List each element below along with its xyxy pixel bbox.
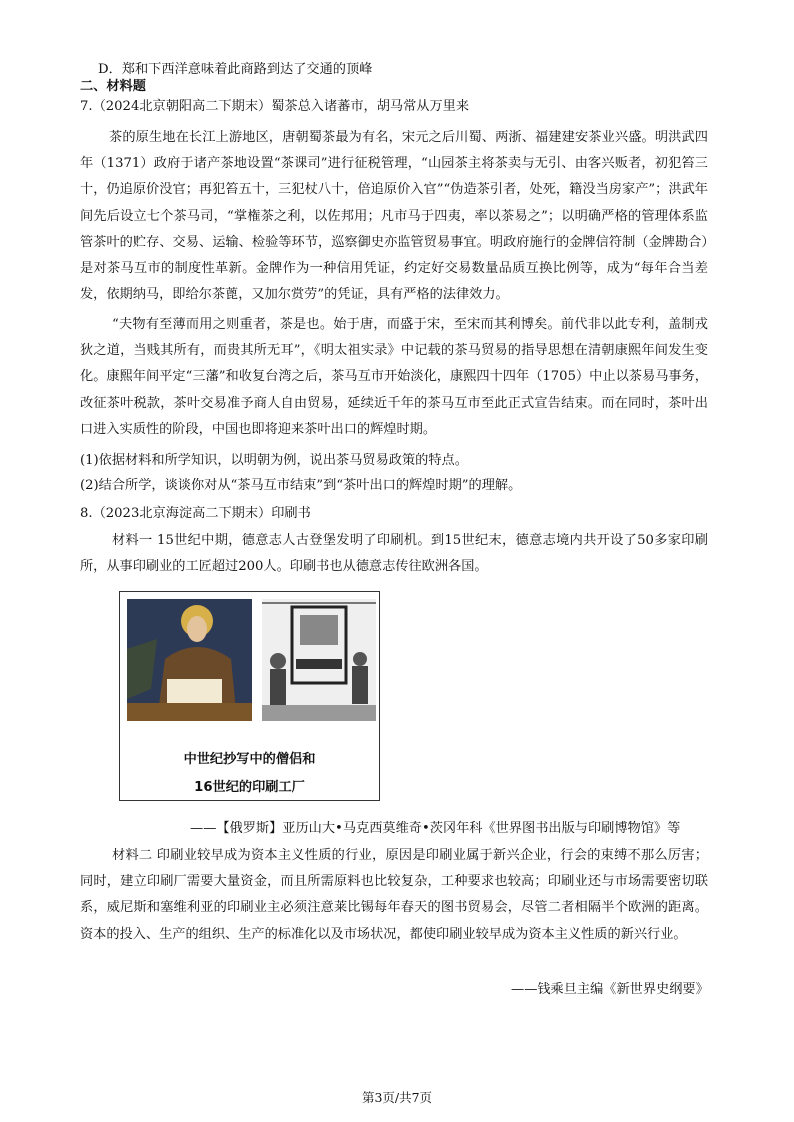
question-8-title: 8.（2023北京海淀高二下期末）印刷书 (80, 506, 311, 521)
question-7-paragraph-2: “夫物有至薄而用之则重者，茶是也。始于唐，而盛于宋，至宋而其利博矣。前代非以此专利，盖制戎狄之道，当贱其所有，而贵其所无耳”，《明太祖实录》中记载的茶马贸易的指导思想在清朝康熙年间发生变化。康熙年间平定“三藩”和收复台湾之后，茶马互市开始淡化，康熙四十四年（1705）中止以茶易马事务，改征茶叶税款，茶叶交易准予商人自由贸易，延续近千年的茶马互市至此正式宣告结束。而在同时，茶叶出口进入实质性的阶段，中国也即将迎来茶叶出口的辉煌时期。 (80, 317, 708, 437)
question-7-title: 7.（2024北京朝阳高二下期末）蜀茶总入诸蕃市，胡马常从万里来 (80, 99, 470, 114)
printing-workshop-image (262, 599, 376, 721)
option-d: D．郑和下西洋意味着此商路到达了交通的顶峰 (98, 62, 373, 77)
question-7-subquestion-2: (2)结合所学，谈谈你对从“茶马互市结束”到“茶叶出口的辉煌时期”的理解。 (80, 478, 522, 493)
question-7-subquestion-1: (1)依据材料和所学知识，以明朝为例，说出茶马贸易政策的特点。 (80, 453, 468, 468)
question-8-material-2: 材料二 印刷业较早成为资本主义性质的行业，原因是印刷业属于新兴企业，行会的束缚不那么厉害；同时，建立印刷厂需要大量资金，而且所需原料也比较复杂，工种要求也较高；印刷业还与市场需要密切联系，威尼斯和塞维利亚的印刷业主必须注意莱比锡每年春天的图书贸易会，尽管二者相隔半个欧洲的距离。资本的投入、生产的组织、生产的标准化以及市场状况，都使印刷业较早成为资本主义性质的新兴行业。 (80, 848, 708, 942)
material-2-source: ——钱乘旦主编《新世界史纲要》 (511, 982, 709, 997)
figure-caption-line-1: 中世纪抄写中的僧侣和 (183, 752, 316, 767)
section-title: 二、材料题 (80, 79, 146, 94)
page-number: 第3页/共7页 (361, 1090, 433, 1105)
figure-monk-and-print-shop (119, 591, 380, 801)
figure-caption-line-2: 16世纪的印刷工厂 (194, 780, 305, 795)
question-8-material-1: 材料一 15世纪中期，德意志人古登堡发明了印刷机。到15世纪末，德意志境内共开设了50多家印刷所，从事印刷业的工匠超过200人。印刷书也从德意志传往欧洲各国。 (80, 533, 708, 575)
question-7-paragraph-1: 茶的原生地在长江上游地区，唐朝蜀茶最为有名，宋元之后川蜀、两浙、福建建安茶业兴盛。明洪武四年（1371）政府于诸产茶地设置“茶课司”进行征税管理，“山园茶主将茶卖与无引、由客兴贩者，初犯笞三十，仍追原价没官；再犯笞五十，三犯杖八十，倍追原价入官”“伪造茶引者，处死，籍没当房家产”；洪武年间先后设立七个茶马司，“掌権茶之利，以佐邦用；凡市马于四夷，率以茶易之”；以明确严格的管理体系监管茶叶的贮存、交易、运输、检验等环节，巡察御史亦监管贸易事宜。明政府施行的金牌信符制（金牌勘合）是对茶马互市的制度性革新。金牌作为一种信用凭证，约定好交易数量品质互换比例等，成为“每年合当差发，依期纳马，即给尔茶蓖，又加尔赏劳”的凭证，具有严格的法律效力。 (80, 130, 708, 303)
monk-scribe-image (127, 599, 252, 721)
material-1-source: ——【俄罗斯】亚历山大•马克西莫维奇•茨冈年科《世界图书出版与印刷博物馆》等 (190, 821, 681, 836)
